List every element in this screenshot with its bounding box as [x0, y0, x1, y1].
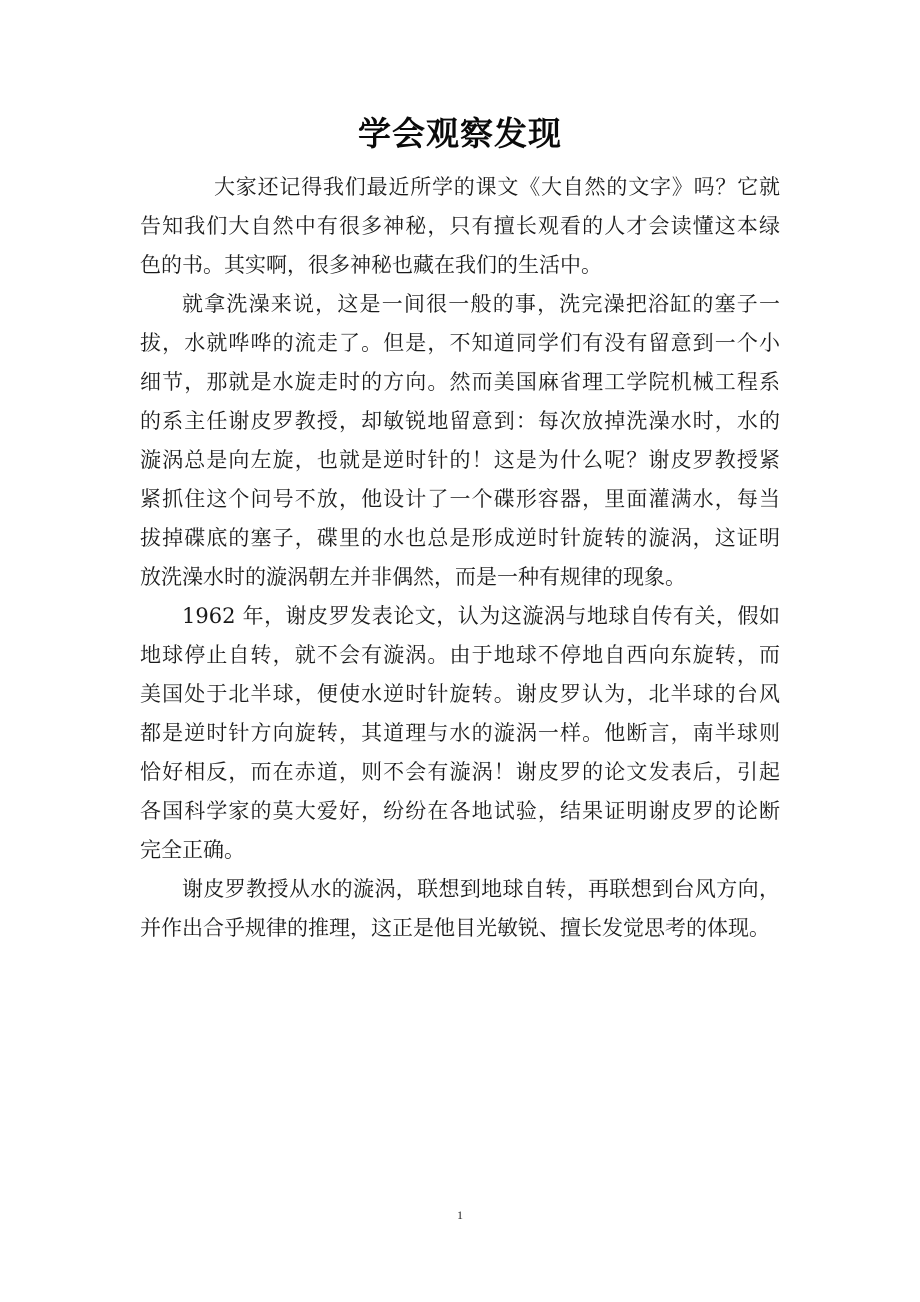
text-line: 都是逆时针方向旋转，其道理与水的漩涡一样。他断言，南半球则: [140, 721, 780, 745]
text-line: 谢皮罗教授从水的漩涡，联想到地球自转，再联想到台风方向，: [182, 877, 780, 901]
document-body: [140, 168, 780, 948]
text-line: 就拿洗澡来说，这是一间很一般的事，洗完澡把浴缸的塞子一: [182, 292, 780, 316]
text-line: 大家还记得我们最近所学的课文《大自然的文字》吗？它就: [214, 175, 780, 199]
page-number: 1: [457, 1208, 463, 1222]
text-line: 告知我们大自然中有很多神秘，只有擅长观看的人才会读懂这本绿: [140, 214, 780, 238]
paragraph: [140, 168, 780, 285]
text-line: 色的书。其实啊，很多神秘也藏在我们的生活中。: [140, 253, 602, 277]
text-line: 美国处于北半球，便使水逆时针旋转。谢皮罗认为，北半球的台风: [140, 682, 780, 706]
text-line: 恰好相反，而在赤道，则不会有漩涡！谢皮罗的论文发表后，引起: [140, 760, 780, 784]
text-line: 完全正确。: [140, 838, 245, 862]
text-line: 漩涡总是向左旋，也就是逆时针的！这是为什么呢？谢皮罗教授紧: [140, 448, 780, 472]
text-line: 并作出合乎规律的推理，这正是他目光敏锐、擅长发觉思考的体现。: [140, 916, 770, 940]
text-line: 1962 年，谢皮罗发表论文，认为这漩涡与地球自传有关，假如: [182, 604, 780, 628]
text-line: 细节，那就是水旋走时的方向。然而美国麻省理工学院机械工程系: [140, 370, 780, 394]
text-line: 紧抓住这个问号不放，他设计了一个碟形容器，里面灌满水，每当: [140, 487, 780, 511]
paragraph: [140, 285, 780, 597]
text-line: 的系主任谢皮罗教授，却敏锐地留意到：每次放掉洗澡水时，水的: [140, 409, 780, 433]
text-line: 各国科学家的莫大爱好，纷纷在各地试验，结果证明谢皮罗的论断: [140, 799, 780, 823]
text-line: 放洗澡水时的漩涡朝左并非偶然，而是一种有规律的现象。: [140, 565, 686, 589]
text-line: 拔，水就哗哗的流走了。但是，不知道同学们有没有留意到一个小: [140, 331, 780, 355]
paragraph: [140, 597, 780, 870]
document-title: 学会观察发现: [358, 114, 562, 153]
text-line: 地球停止自转，就不会有漩涡。由于地球不停地自西向东旋转，而: [140, 643, 780, 667]
text-line: 拔掉碟底的塞子，碟里的水也总是形成逆时针旋转的漩涡，这证明: [140, 526, 780, 550]
paragraph: [140, 870, 780, 948]
